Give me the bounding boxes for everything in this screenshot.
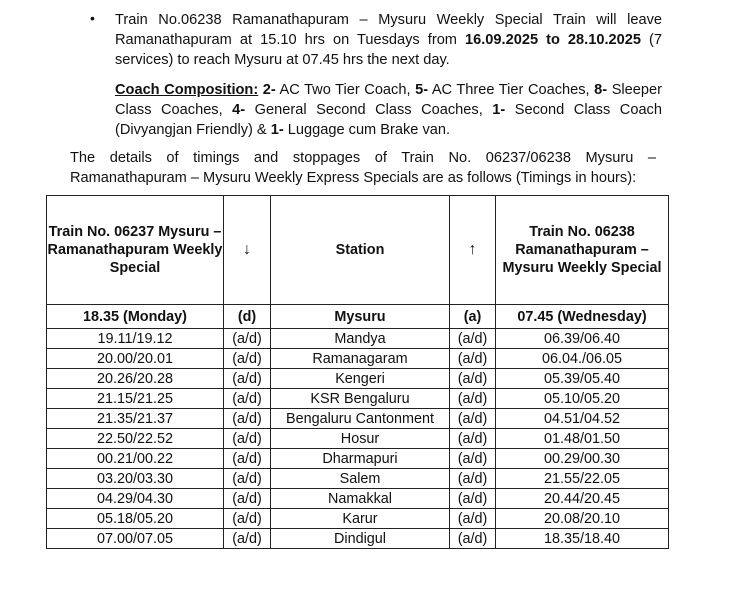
up-time: 00.29/00.30 xyxy=(496,449,669,469)
coach-t3: Sleeper Class Coaches, xyxy=(115,82,662,118)
p1-text-b: (7 services) to reach Mysuru at 07.45 hrs the next day. xyxy=(115,32,663,68)
down-time: 19.11/19.12 xyxy=(47,329,224,349)
timings-table xyxy=(46,195,669,549)
down-ad: (a/d) xyxy=(224,469,271,489)
table-header-row xyxy=(47,196,669,305)
table-row xyxy=(47,529,669,549)
up-ad: (a/d) xyxy=(450,469,496,489)
down-time: 05.18/05.20 xyxy=(47,509,224,529)
coach-n6: 1- xyxy=(270,122,284,138)
table-row xyxy=(47,349,669,369)
station-name: Bengaluru Cantonment xyxy=(271,409,450,429)
up-ad: (a/d) xyxy=(450,489,496,509)
coach-n2: 5- xyxy=(415,82,429,98)
up-ad: (a/d) xyxy=(450,409,496,429)
down-ad: (a/d) xyxy=(224,449,271,469)
up-ad: (a/d) xyxy=(450,529,496,549)
down-ad: (a/d) xyxy=(224,509,271,529)
origin-d: (d) xyxy=(224,305,271,329)
table-row xyxy=(47,509,669,529)
down-ad: (a/d) xyxy=(224,409,271,429)
station-name: Mandya xyxy=(271,329,450,349)
station-name: Salem xyxy=(271,469,450,489)
down-ad: (a/d) xyxy=(224,429,271,449)
station-name: Ramanagaram xyxy=(271,349,450,369)
table-row xyxy=(47,449,669,469)
origin-departure: 18.35 (Monday) xyxy=(47,305,224,329)
up-time: 04.51/04.52 xyxy=(496,409,669,429)
down-ad: (a/d) xyxy=(224,369,271,389)
coach-t1: AC Two Tier Coach, xyxy=(275,82,416,98)
station-name: Namakkal xyxy=(271,489,450,509)
station-name: Karur xyxy=(271,509,450,529)
table-row xyxy=(47,389,669,409)
down-ad: (a/d) xyxy=(224,329,271,349)
table-row xyxy=(47,329,669,349)
table-row xyxy=(47,409,669,429)
up-time: 06.04./06.05 xyxy=(496,349,669,369)
table-row xyxy=(47,369,669,389)
down-time: 22.50/22.52 xyxy=(47,429,224,449)
station-name: KSR Bengaluru xyxy=(271,389,450,409)
down-ad: (a/d) xyxy=(224,489,271,509)
up-ad: (a/d) xyxy=(450,449,496,469)
up-time: 01.48/01.50 xyxy=(496,429,669,449)
up-time: 06.39/06.40 xyxy=(496,329,669,349)
origin-row xyxy=(47,305,669,329)
header-train-06237: Train No. 06237 Mysuru – Ramanathapuram Weekly Special xyxy=(47,196,224,305)
up-ad: (a/d) xyxy=(450,389,496,409)
origin-arrival: 07.45 (Wednesday) xyxy=(496,305,669,329)
up-arrow-icon: ↑ xyxy=(450,196,496,305)
train-06238-paragraph xyxy=(115,10,662,70)
table-row xyxy=(47,469,669,489)
station-name: Dindigul xyxy=(271,529,450,549)
table-row xyxy=(47,429,669,449)
header-train-06238: Train No. 06238 Ramanathapuram – Mysuru Weekly Special xyxy=(496,196,669,305)
up-time: 21.55/22.05 xyxy=(496,469,669,489)
up-ad: (a/d) xyxy=(450,369,496,389)
down-time: 03.20/03.30 xyxy=(47,469,224,489)
down-time: 04.29/04.30 xyxy=(47,489,224,509)
down-time: 07.00/07.05 xyxy=(47,529,224,549)
down-time: 00.21/00.22 xyxy=(47,449,224,469)
up-time: 05.10/05.20 xyxy=(496,389,669,409)
coach-n1: 2- xyxy=(258,82,276,98)
coach-composition-paragraph xyxy=(115,80,662,140)
down-ad: (a/d) xyxy=(224,529,271,549)
down-ad: (a/d) xyxy=(224,389,271,409)
up-time: 20.44/20.45 xyxy=(496,489,669,509)
timings-intro: The details of timings and stoppages of Train No. 06237/06238 Mysuru – Ramanathapuram – Mysuru Weekly Express Specials are as follows (Timings in hours): xyxy=(70,150,656,186)
down-time: 21.35/21.37 xyxy=(47,409,224,429)
station-name: Hosur xyxy=(271,429,450,449)
up-ad: (a/d) xyxy=(450,349,496,369)
bullet-dot: • xyxy=(90,10,95,26)
stoppage-rows xyxy=(47,329,669,549)
coach-n3: 8- xyxy=(594,82,608,98)
down-arrow-icon: ↓ xyxy=(224,196,271,305)
coach-n4: 4- xyxy=(232,102,246,118)
up-time: 18.35/18.40 xyxy=(496,529,669,549)
coach-n5: 1- xyxy=(492,102,506,118)
up-time: 05.39/05.40 xyxy=(496,369,669,389)
station-name: Dharmapuri xyxy=(271,449,450,469)
table-row xyxy=(47,489,669,509)
down-ad: (a/d) xyxy=(224,349,271,369)
header-station: Station xyxy=(271,196,450,305)
down-time: 21.15/21.25 xyxy=(47,389,224,409)
up-ad: (a/d) xyxy=(450,509,496,529)
p1-dates: 16.09.2025 to 28.10.2025 xyxy=(465,32,641,48)
coach-t5: Second Class Coach (Divyangjan Friendly) & xyxy=(115,102,662,138)
coach-heading: Coach Composition: xyxy=(115,82,259,98)
origin-station: Mysuru xyxy=(271,305,450,329)
origin-a: (a) xyxy=(450,305,496,329)
down-time: 20.26/20.28 xyxy=(47,369,224,389)
up-ad: (a/d) xyxy=(450,429,496,449)
up-time: 20.08/20.10 xyxy=(496,509,669,529)
coach-t2: AC Three Tier Coaches, xyxy=(428,82,595,98)
p1-text-a: Train No.06238 Ramanathapuram – Mysuru Weekly Special Train will leave Ramanathapuram at 15.10 hrs on Tuesdays from xyxy=(115,12,662,48)
station-name: Kengeri xyxy=(271,369,450,389)
coach-t6: Luggage cum Brake van. xyxy=(283,122,451,138)
coach-t4: General Second Class Coaches, xyxy=(245,102,493,118)
down-time: 20.00/20.01 xyxy=(47,349,224,369)
up-ad: (a/d) xyxy=(450,329,496,349)
